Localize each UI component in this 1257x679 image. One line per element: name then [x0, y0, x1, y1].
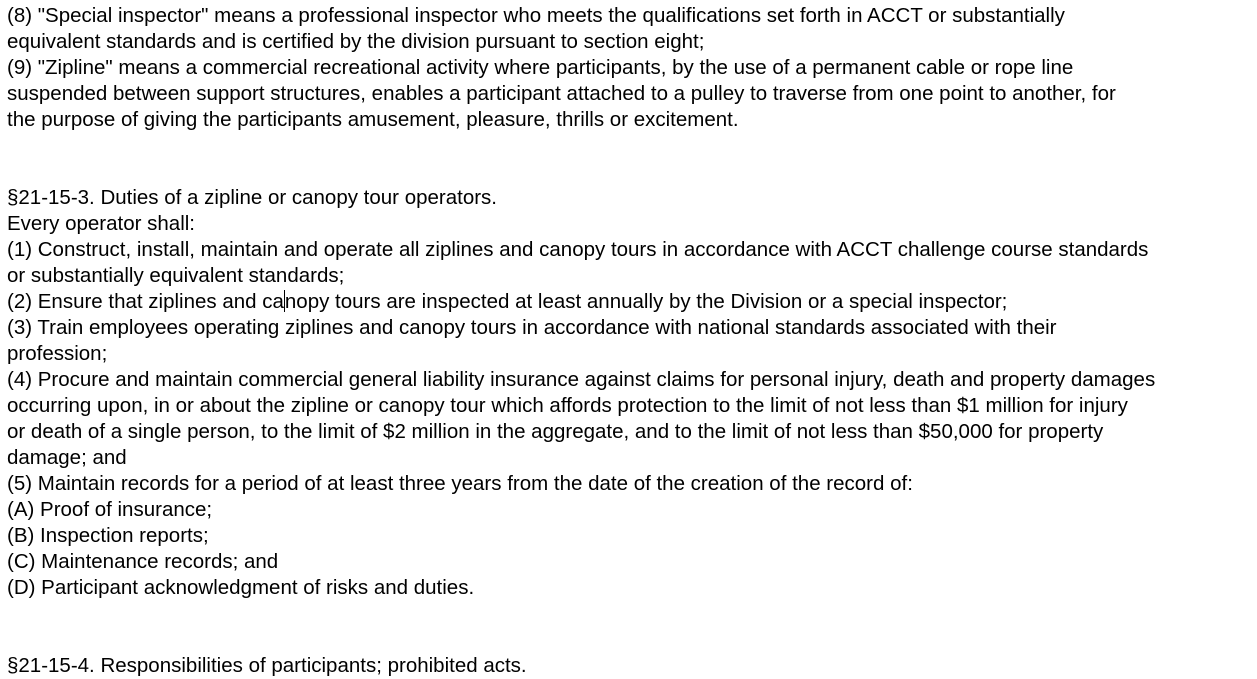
duty-line-with-caret[interactable]	[7, 289, 1252, 315]
definition-line: suspended between support structures, enables a participant attached to a pulley to traverse from one point to another, for	[7, 82, 1116, 105]
duty-line: or death of a single person, to the limit of $2 million in the aggregate, and to the limit of not less than $50,000 for property	[7, 420, 1104, 443]
record-item: (A) Proof of insurance;	[7, 498, 213, 521]
record-item: (B) Inspection reports;	[7, 524, 209, 547]
duty-line: (3) Train employees operating ziplines and canopy tours in accordance with national standards associated with their	[7, 316, 1057, 339]
blank-line	[7, 627, 1252, 653]
duty-text-before-caret: (2) Ensure that ziplines and ca	[7, 290, 284, 313]
duty-line: (5) Maintain records for a period of at least three years from the date of the creation of the record of:	[7, 472, 913, 495]
section-heading-21-15-3: §21-15-3. Duties of a zipline or canopy tour operators.	[7, 186, 497, 209]
duty-line: (1) Construct, install, maintain and operate all ziplines and canopy tours in accordance with ACCT challenge course standards	[7, 238, 1149, 261]
duty-line: (4) Procure and maintain commercial general liability insurance against claims for personal injury, death and property damages	[7, 368, 1156, 391]
record-item: (C) Maintenance records; and	[7, 550, 279, 573]
definition-line: the purpose of giving the participants amusement, pleasure, thrills or excitement.	[7, 108, 739, 131]
definition-line: (8) "Special inspector" means a professional inspector who meets the qualifications set forth in ACCT or substantially	[7, 4, 1065, 27]
blank-line	[7, 601, 1252, 627]
blank-line	[7, 133, 1252, 159]
duty-line: damage; and	[7, 446, 127, 469]
duty-line: occurring upon, in or about the zipline or canopy tour which affords protection to the limit of not less than $1 million for injury	[7, 394, 1128, 417]
duty-line: or substantially equivalent standards;	[7, 264, 345, 287]
duty-line: profession;	[7, 342, 108, 365]
definition-line: equivalent standards and is certified by the division pursuant to section eight;	[7, 30, 705, 53]
blank-line	[7, 159, 1252, 185]
duty-text-after-caret: nopy tours are inspected at least annually by the Division or a special inspector;	[284, 290, 1008, 313]
record-item: (D) Participant acknowledgment of risks and duties.	[7, 576, 475, 599]
section-intro: Every operator shall:	[7, 212, 196, 235]
document-body[interactable]	[7, 3, 1252, 679]
section-heading-21-15-4: §21-15-4. Responsibilities of participants; prohibited acts.	[7, 654, 527, 677]
definition-line: (9) "Zipline" means a commercial recreational activity where participants, by the use of a permanent cable or rope line	[7, 56, 1074, 79]
